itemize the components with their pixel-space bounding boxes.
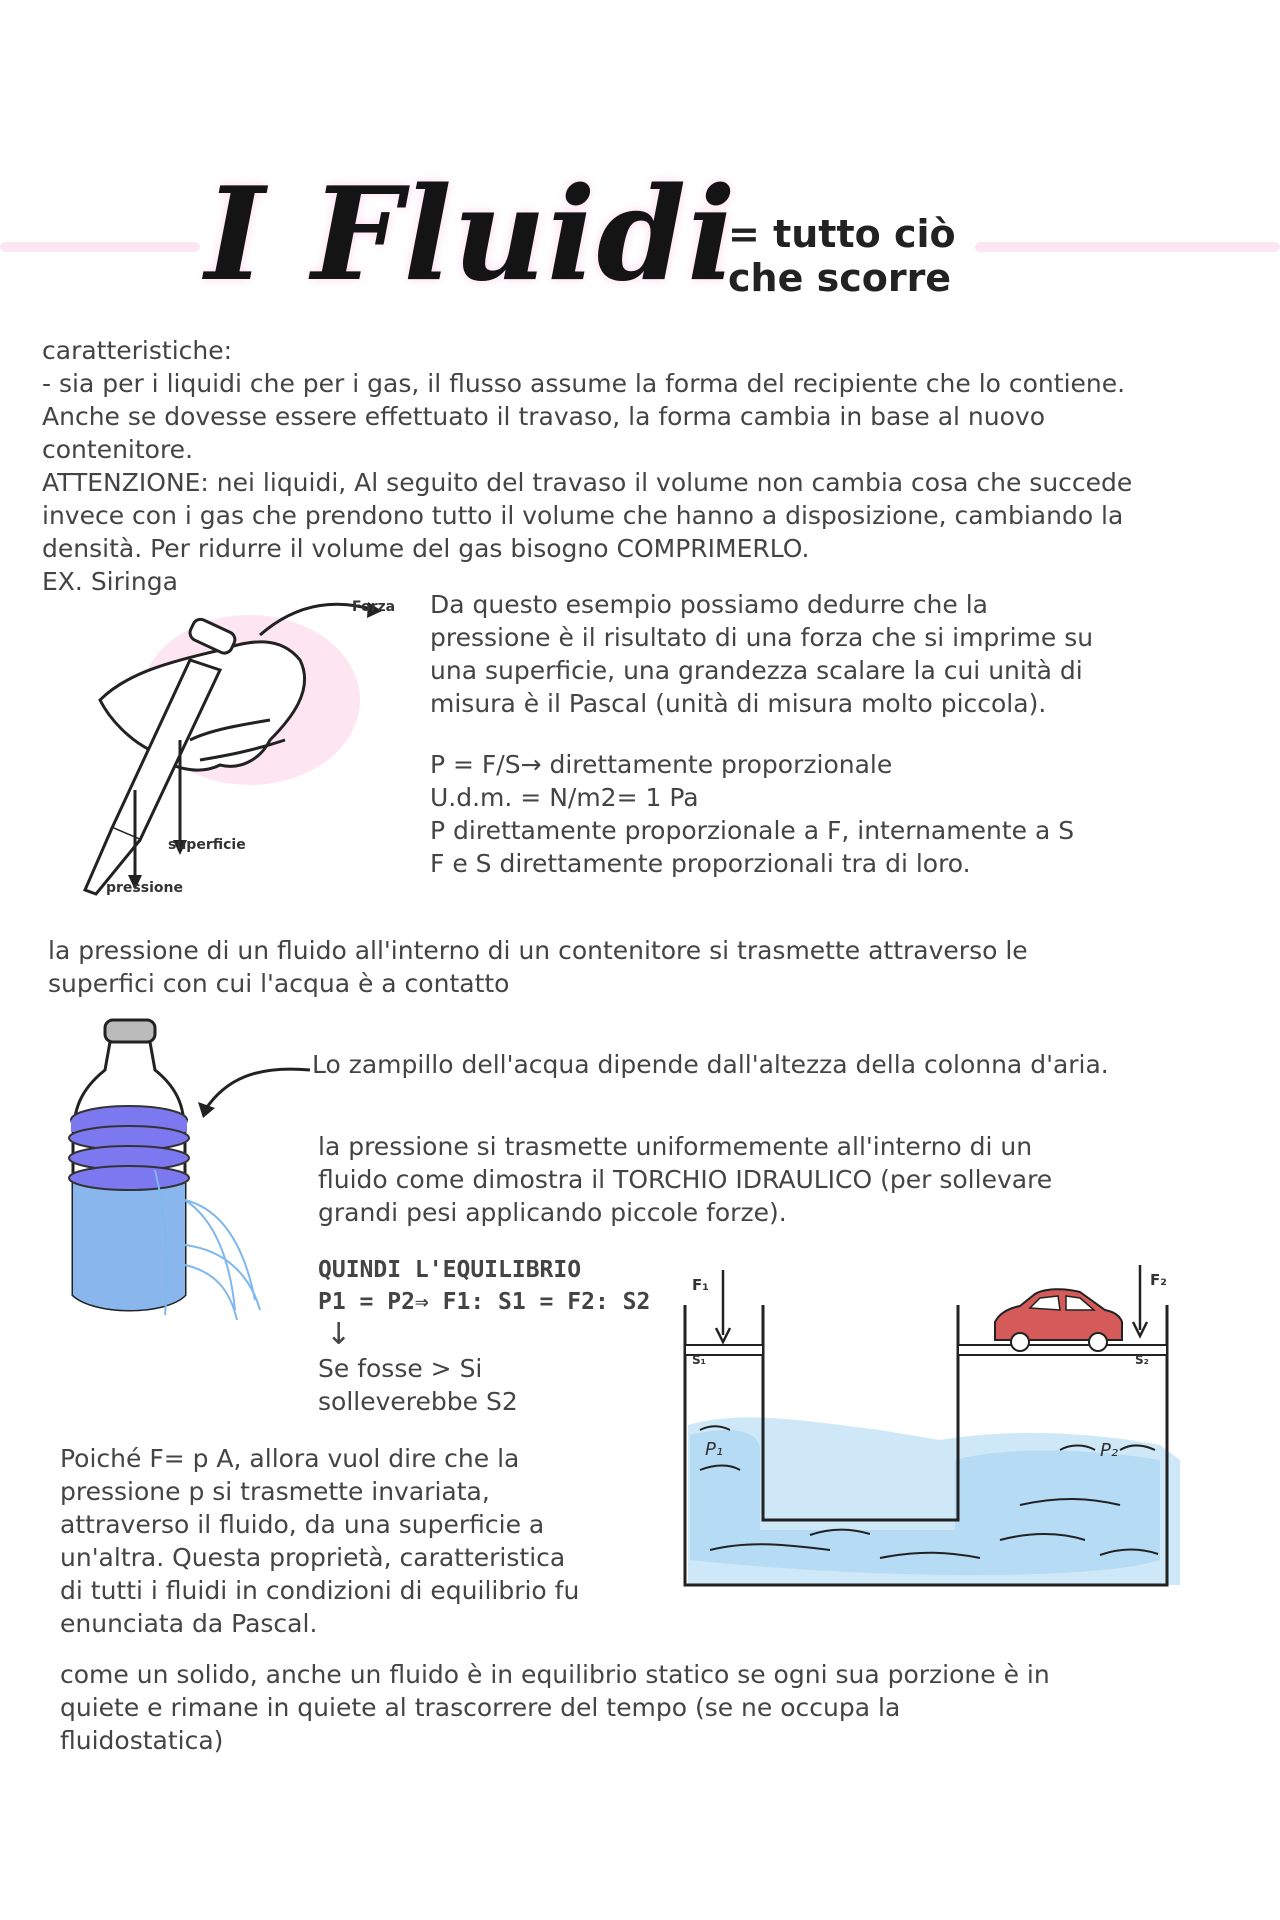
pascal-line-6: enunciata da Pascal. bbox=[60, 1609, 318, 1638]
transmission-line-2: superfici con cui l'acqua è a contatto bbox=[48, 969, 510, 998]
subtitle-line-2: che scorre bbox=[728, 256, 952, 300]
intro-line-3: contenitore. bbox=[42, 435, 194, 464]
superficie-label: superficie bbox=[168, 837, 246, 853]
s2-label: S₂ bbox=[1135, 1353, 1149, 1367]
proportionality-2: F e S direttamente proporzionali tra di loro. bbox=[430, 849, 971, 878]
uniform-line-1: la pressione si trasmette uniformemente all'interno di un bbox=[318, 1132, 1033, 1161]
title-underline-right bbox=[975, 242, 1280, 252]
statics-line-2: quiete e rimane in quiete al trascorrere del tempo (se ne occupa la bbox=[60, 1693, 901, 1722]
pressure-formula: P = F/S→ direttamente proporzionale bbox=[430, 750, 893, 779]
intro-line-2: Anche se dovesse essere effettuato il travaso, la forma cambia in base al nuovo bbox=[42, 402, 1046, 431]
page-subtitle bbox=[728, 212, 988, 300]
forza-label: Forza bbox=[352, 599, 396, 615]
pascal-section bbox=[60, 1442, 680, 1640]
pascal-line-1: Poiché F= p A, allora vuol dire che la bbox=[60, 1444, 520, 1473]
equilibrium-arrow: ↓ bbox=[326, 1317, 352, 1352]
pressure-line-4: misura è il Pascal (unità di misura molto piccola). bbox=[430, 689, 1047, 718]
equilibrium-heading: QUINDI L'EQUILIBRIO bbox=[318, 1257, 582, 1283]
proportionality-1: P direttamente proporzionale a F, internamente a S bbox=[430, 816, 1075, 845]
attention-line-1: ATTENZIONE: nei liquidi, Al seguito del travaso il volume non cambia cosa che succede bbox=[42, 468, 1133, 497]
pascal-line-4: un'altra. Questa proprietà, caratteristica bbox=[60, 1543, 566, 1572]
pressure-line-3: una superficie, una grandezza scalare la cui unità di bbox=[430, 656, 1083, 685]
equilibrium-note-2: solleverebbe S2 bbox=[318, 1387, 518, 1416]
pressione-label: pressione bbox=[106, 880, 183, 896]
s1-label: S₁ bbox=[692, 1353, 706, 1367]
intro-heading: caratteristiche: bbox=[42, 336, 233, 365]
example-label: EX. Siringa bbox=[42, 567, 178, 596]
pascal-line-2: pressione p si trasmette invariata, bbox=[60, 1477, 490, 1506]
statics-line-3: fluidostatica) bbox=[60, 1726, 224, 1755]
f1-label: F₁ bbox=[692, 1276, 709, 1294]
pascal-line-3: attraverso il fluido, da una superficie a bbox=[60, 1510, 545, 1539]
f2-label: F₂ bbox=[1150, 1271, 1167, 1289]
attention-line-3: densità. Per ridurre il volume del gas bisogno COMPRIMERLO. bbox=[42, 534, 810, 563]
intro-line-1: - sia per i liquidi che per i gas, il flusso assume la forma del recipiente che lo contiene. bbox=[42, 369, 1126, 398]
transmission-line-1: la pressione di un fluido all'interno di un contenitore si trasmette attraverso le bbox=[48, 936, 1028, 965]
statics-section bbox=[60, 1658, 1260, 1757]
transmission-section bbox=[48, 934, 1268, 1000]
equilibrium-section bbox=[318, 1254, 678, 1418]
subtitle-line-1: = tutto ciò bbox=[728, 212, 956, 256]
title-underline-left bbox=[0, 242, 200, 252]
pressure-definition bbox=[430, 588, 1260, 880]
pressure-unit: U.d.m. = N/m2= 1 Pa bbox=[430, 783, 699, 812]
pressure-line-1: Da questo esempio possiamo dedurre che la bbox=[430, 590, 988, 619]
uniform-section bbox=[318, 1130, 1258, 1229]
equilibrium-formula: P1 = P2⇒ F1: S1 = F2: S2 bbox=[318, 1289, 651, 1315]
equilibrium-note-1: Se fosse > Si bbox=[318, 1354, 483, 1383]
pressure-line-2: pressione è il risultato di una forza che si imprime su bbox=[430, 623, 1094, 652]
intro-section bbox=[42, 334, 1262, 598]
bottle-illustration bbox=[55, 1010, 315, 1330]
pascal-line-5: di tutti i fluidi in condizioni di equilibrio fu bbox=[60, 1576, 580, 1605]
attention-line-2: invece con i gas che prendono tutto il volume che hanno a disposizione, cambiando la bbox=[42, 501, 1124, 530]
p1-label: P₁ bbox=[705, 1439, 724, 1460]
bottle-caption: Lo zampillo dell'acqua dipende dall'altezza della colonna d'aria. bbox=[312, 1050, 1109, 1079]
uniform-line-2: fluido come dimostra il TORCHIO IDRAULICO (per sollevare bbox=[318, 1165, 1053, 1194]
hydraulic-press-diagram bbox=[680, 1260, 1200, 1600]
syringe-illustration bbox=[40, 590, 420, 910]
page-title: I Fluidi bbox=[205, 160, 737, 310]
uniform-line-3: grandi pesi applicando piccole forze). bbox=[318, 1198, 787, 1227]
statics-line-1: come un solido, anche un fluido è in equilibrio statico se ogni sua porzione è in bbox=[60, 1660, 1050, 1689]
p2-label: P₂ bbox=[1100, 1440, 1119, 1461]
